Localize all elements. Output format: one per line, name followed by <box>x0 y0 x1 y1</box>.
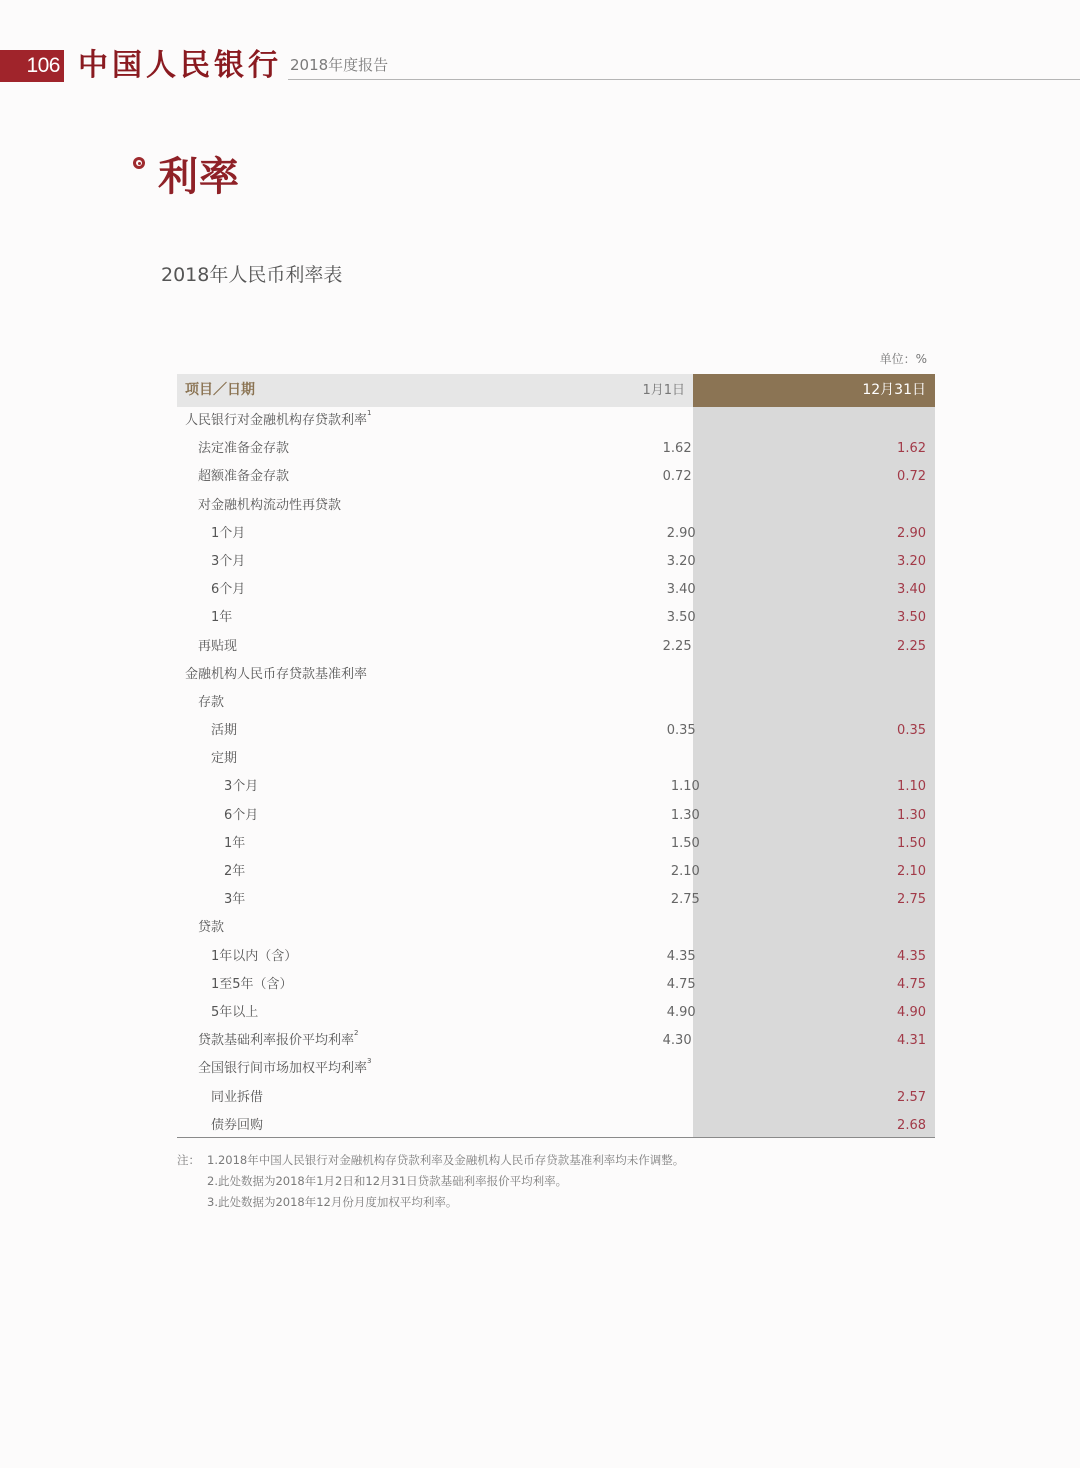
row-label <box>177 858 636 886</box>
row-label-text: 人民银行对金融机构存贷款利率 <box>185 413 368 428</box>
value-jan: 4.30 <box>662 1033 692 1049</box>
value-jan: 1.10 <box>670 779 700 795</box>
column-header-dec: 12月31日 <box>693 374 935 407</box>
value-dec: 0.35 <box>897 723 926 739</box>
row-label <box>177 1112 631 1140</box>
row-label <box>177 717 631 745</box>
value-dec <box>700 1055 935 1083</box>
table-row <box>177 604 935 632</box>
value-dec: 4.35 <box>897 948 926 964</box>
value-dec: 1.30 <box>897 807 926 823</box>
row-label-text: 1个月 <box>211 525 246 541</box>
value-dec <box>700 914 935 942</box>
table-header <box>177 374 935 407</box>
row-label-text: 1年 <box>224 835 246 851</box>
value-jan: 2.25 <box>662 638 692 654</box>
row-label-text: 3个月 <box>211 553 246 569</box>
value-jan: 1.30 <box>670 807 700 823</box>
value-dec <box>700 689 935 717</box>
value-dec: 2.90 <box>897 525 926 541</box>
value-jan: 4.75 <box>666 976 696 992</box>
row-label <box>177 745 631 773</box>
value-dec: 2.10 <box>897 864 926 879</box>
row-label <box>177 886 636 914</box>
value-jan: 3.40 <box>666 582 696 598</box>
value-dec <box>696 407 935 435</box>
table-row <box>177 943 935 971</box>
note-text: 2.此处数据为2018年1月2日和12月31日贷款基础利率报价平均利率。 <box>207 1174 568 1188</box>
row-label <box>177 463 626 491</box>
value-dec: 1.50 <box>897 835 926 851</box>
value-dec: 1.10 <box>897 779 926 795</box>
value-jan <box>620 661 695 689</box>
note-row <box>177 1150 684 1171</box>
table-row <box>177 463 935 491</box>
row-label-text: 6个月 <box>211 582 246 598</box>
row-label-text: 同业拆借 <box>211 1089 264 1105</box>
note-text: 3.此处数据为2018年12月份月度加权平均利率。 <box>207 1195 458 1209</box>
value-jan <box>631 745 704 773</box>
value-dec <box>704 745 935 773</box>
table-row <box>177 520 935 548</box>
row-label <box>177 407 620 435</box>
table-row <box>177 1027 935 1055</box>
row-label <box>177 999 631 1027</box>
table-row <box>177 661 935 689</box>
unit-label: 单位：% <box>879 352 927 366</box>
table-row <box>177 717 935 745</box>
row-label-text: 全国银行间市场加权平均利率 <box>198 1061 368 1077</box>
table-row <box>177 914 935 942</box>
table-body <box>177 407 935 1140</box>
row-label-text: 贷款 <box>198 920 225 936</box>
table-row <box>177 407 935 435</box>
note-row <box>177 1192 684 1213</box>
row-label-text: 3年 <box>224 892 246 908</box>
table-row <box>177 1112 935 1140</box>
value-dec <box>700 492 935 520</box>
row-label-text: 法定准备金存款 <box>198 441 290 457</box>
value-dec <box>696 661 935 689</box>
note-row <box>177 1171 684 1192</box>
value-dec: 3.50 <box>897 610 926 626</box>
value-jan: 3.20 <box>666 553 696 569</box>
table-row <box>177 745 935 773</box>
row-label <box>177 971 631 999</box>
value-jan <box>631 1112 704 1140</box>
value-dec: 4.31 <box>897 1033 926 1049</box>
interest-rate-table <box>177 374 935 1140</box>
row-label-text: 1年 <box>211 610 233 626</box>
table-row <box>177 435 935 463</box>
value-jan <box>620 407 695 435</box>
notes-head: 注： <box>177 1153 200 1167</box>
row-label-text: 1年以内（含） <box>211 948 298 964</box>
value-dec: 1.62 <box>897 441 926 457</box>
row-label-text: 2年 <box>224 864 246 879</box>
value-dec: 2.25 <box>897 638 926 654</box>
table-row <box>177 830 935 858</box>
table-row <box>177 633 935 661</box>
row-label <box>177 435 626 463</box>
row-label <box>177 943 631 971</box>
value-jan: 4.35 <box>666 948 696 964</box>
brand-logotype: 中国人民银行 <box>78 48 282 83</box>
value-jan <box>626 689 700 717</box>
value-jan: 0.72 <box>662 469 692 485</box>
row-label <box>177 689 626 717</box>
row-label-text: 对金融机构流动性再贷款 <box>198 497 342 513</box>
table-row <box>177 802 935 830</box>
value-jan: 0.35 <box>666 723 696 739</box>
table-row <box>177 886 935 914</box>
table-row <box>177 999 935 1027</box>
section-title: 利率 <box>158 154 240 200</box>
column-header-item <box>177 374 693 407</box>
footnote-marker: 3 <box>367 1057 372 1066</box>
footnote-marker: 2 <box>354 1029 359 1038</box>
row-label-text: 3个月 <box>224 779 259 795</box>
table-bottom-rule <box>177 1137 935 1138</box>
row-label-text: 再贴现 <box>198 638 238 654</box>
row-label-text: 超额准备金存款 <box>198 469 290 485</box>
value-dec: 3.20 <box>897 553 926 569</box>
row-label-text: 活期 <box>211 723 238 739</box>
report-title: 2018年度报告 <box>290 56 389 74</box>
table-notes <box>177 1150 684 1213</box>
row-label-text: 5年以上 <box>211 1004 259 1020</box>
row-label-text: 定期 <box>211 751 238 767</box>
row-label <box>177 1084 631 1112</box>
row-label <box>177 1055 626 1083</box>
table-row <box>177 689 935 717</box>
row-label <box>177 1027 626 1055</box>
row-label-text: 存款 <box>198 694 225 710</box>
table-row <box>177 773 935 801</box>
value-dec: 3.40 <box>897 582 926 598</box>
value-dec: 2.68 <box>897 1117 926 1133</box>
row-label <box>177 492 626 520</box>
row-label <box>177 520 631 548</box>
row-label <box>177 604 631 632</box>
row-label <box>177 661 620 689</box>
row-label-text: 金融机构人民币存贷款基准利率 <box>185 666 368 682</box>
value-dec: 2.75 <box>897 892 926 908</box>
value-dec: 0.72 <box>897 469 926 485</box>
value-jan: 1.62 <box>662 441 692 457</box>
value-jan <box>626 1055 700 1083</box>
table-row <box>177 1055 935 1083</box>
note-text: 1.2018年中国人民银行对金融机构存贷款利率及金融机构人民币存贷款基准利率均未作调整。 <box>207 1153 685 1167</box>
value-dec: 4.75 <box>897 976 926 992</box>
row-label <box>177 914 626 942</box>
value-jan: 1.50 <box>670 835 700 851</box>
value-jan: 4.90 <box>666 1004 696 1020</box>
row-label-text: 6个月 <box>224 807 259 823</box>
row-label-text: 贷款基础利率报价平均利率 <box>198 1033 355 1049</box>
value-jan: 2.10 <box>670 864 700 879</box>
table-row <box>177 576 935 604</box>
value-jan <box>626 914 700 942</box>
value-jan: 3.50 <box>666 610 696 626</box>
row-label-text: 1至5年（含） <box>211 976 293 992</box>
section-bullet-icon <box>133 157 145 169</box>
table-row <box>177 548 935 576</box>
row-label <box>177 802 636 830</box>
column-header-jan: 1月1日 <box>642 383 685 398</box>
value-jan: 2.90 <box>666 525 696 541</box>
footnote-marker: 1 <box>367 409 372 417</box>
row-label <box>177 633 626 661</box>
page-number: 106 <box>0 50 64 82</box>
value-dec: 4.90 <box>897 1004 926 1020</box>
row-label <box>177 548 631 576</box>
table-row <box>177 1084 935 1112</box>
table-row <box>177 858 935 886</box>
row-label-text: 债券回购 <box>211 1117 264 1133</box>
row-label <box>177 576 631 604</box>
value-jan <box>626 492 700 520</box>
row-label <box>177 830 636 858</box>
value-jan: 2.75 <box>670 892 700 908</box>
row-label <box>177 773 636 801</box>
column-header-item-label: 项目／日期 <box>185 382 255 398</box>
table-row <box>177 971 935 999</box>
value-jan <box>631 1084 704 1112</box>
header-divider <box>288 79 1080 80</box>
value-dec: 2.57 <box>897 1089 926 1105</box>
table-caption: 2018年人民币利率表 <box>161 264 343 286</box>
table-row <box>177 492 935 520</box>
